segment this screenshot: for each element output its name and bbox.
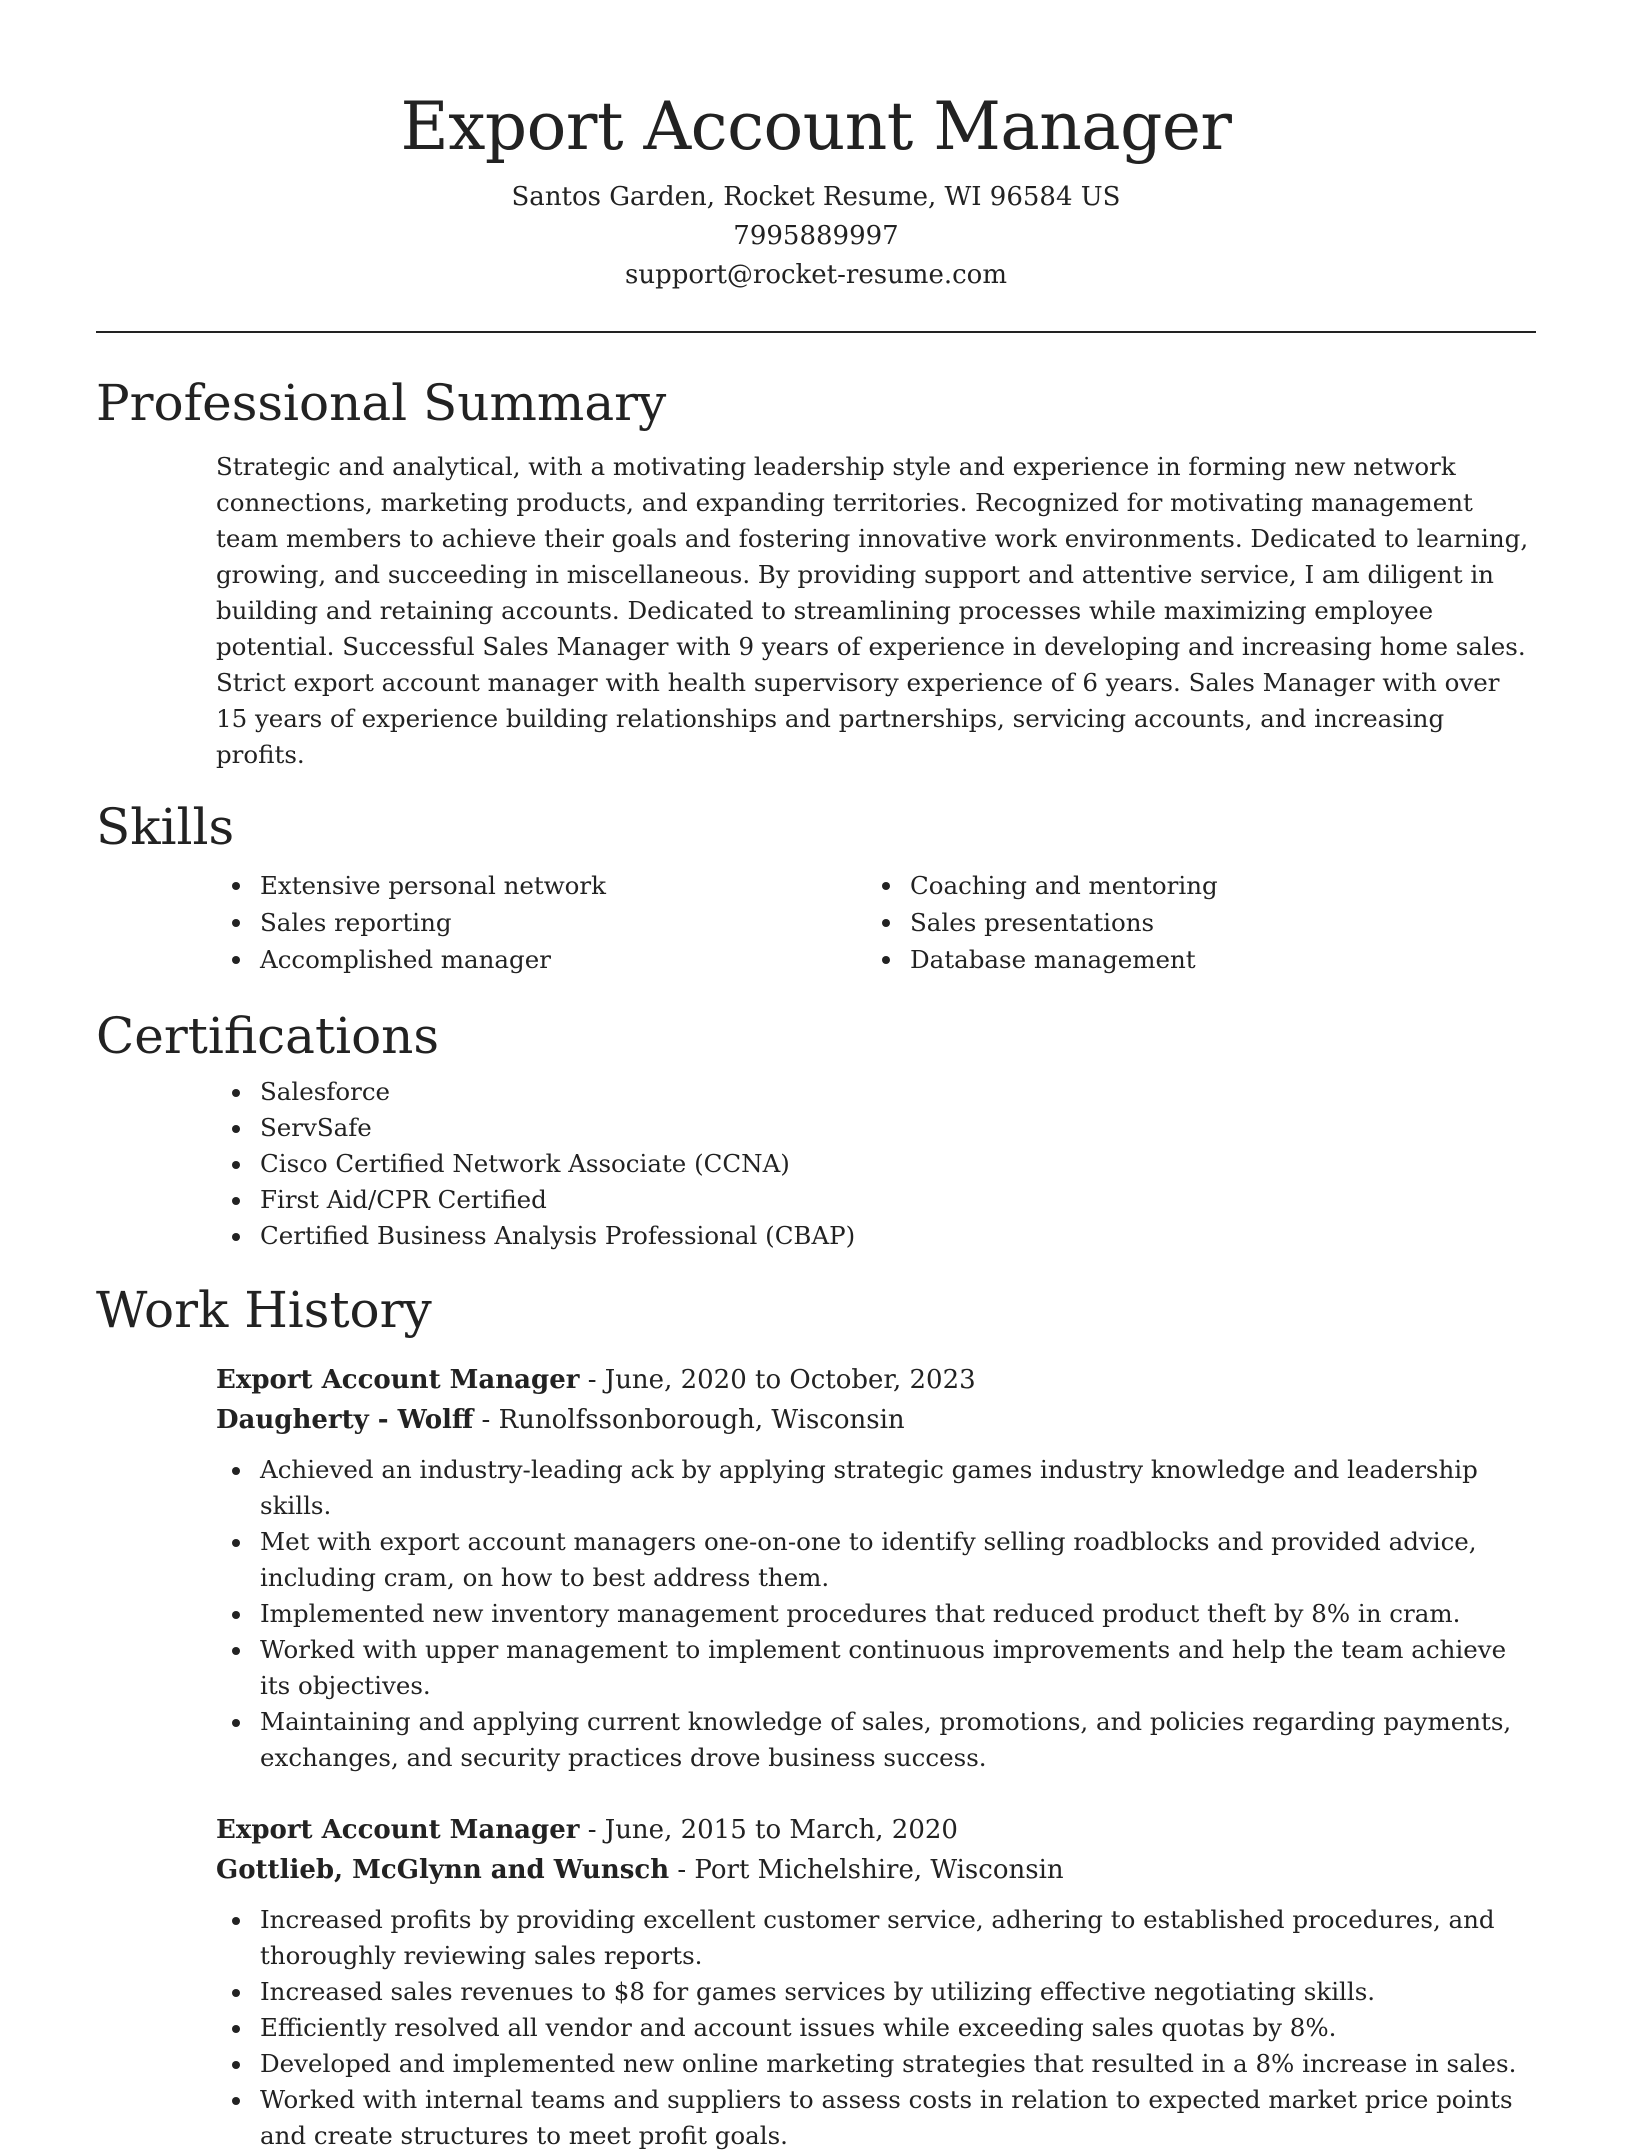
job-bullet: Worked with upper management to implement continuous improvements and help the team achieve its objectives. (216, 1632, 1536, 1704)
resume-header (96, 0, 1536, 295)
contact-phone: 7995889997 (733, 221, 899, 251)
certification-item: First Aid/CPR Certified (216, 1182, 1536, 1218)
skill-item: Extensive personal network (216, 867, 866, 904)
work-history-heading: Work History (96, 1281, 432, 1339)
job-bullet: Developed and implemented new online marketing strategies that resulted in a 8% increase in sales. (216, 2046, 1536, 2082)
certification-item: Cisco Certified Network Associate (CCNA) (216, 1146, 1536, 1182)
skill-item: Sales presentations (866, 904, 1516, 941)
job-entry (216, 1810, 1536, 2154)
job-company-line (216, 1850, 1536, 1890)
job-dates: - June, 2015 to March, 2020 (579, 1815, 958, 1845)
contact-address: Santos Garden, Rocket Resume, WI 96584 US (511, 182, 1121, 212)
skill-item: Sales reporting (216, 904, 866, 941)
job-entry (216, 1360, 1536, 1776)
job-bullet: Maintaining and applying current knowledge of sales, promotions, and policies regarding payments, exchanges, and security practices drove business success. (216, 1704, 1536, 1776)
certification-item: Salesforce (216, 1074, 1536, 1110)
certification-item: Certified Business Analysis Professional (CBAP) (216, 1218, 1536, 1254)
skills-column-right (866, 867, 1516, 978)
job-role: Export Account Manager (216, 1815, 580, 1845)
job-bullets (216, 1902, 1536, 2154)
job-bullet: Met with export account managers one-on-one to identify selling roadblocks and provided advice, including cram, on how to best address them. (216, 1524, 1536, 1596)
job-dates: - June, 2020 to October, 2023 (579, 1365, 976, 1395)
job-bullet: Increased profits by providing excellent customer service, adhering to established procedures, and thoroughly reviewing sales reports. (216, 1902, 1536, 1974)
job-company-line (216, 1400, 1536, 1440)
job-bullets (216, 1452, 1536, 1776)
certifications-heading: Certifications (96, 1007, 440, 1065)
skills-list (216, 867, 1536, 978)
contact-email: support@rocket-resume.com (624, 260, 1007, 290)
summary-text: Strategic and analytical, with a motivating leadership style and experience in forming new network connections, marketing products, and expanding territories. Recognized for motivating management team members to achieve their goals and fostering innovative work environments. Dedicated to learning, growing, and succeeding in miscellaneous. By providing support and attentive service, I am diligent in building and retaining accounts. Dedicated to streamlining processes while maximizing employee potential. Successful Sales Manager with 9 years of experience in developing and increasing home sales. Strict export account manager with health supervisory experience of 6 years. Sales Manager with over 15 years of experience building relationships and partnerships, servicing accounts, and increasing profits. (216, 452, 1529, 769)
job-title-line (216, 1360, 1536, 1400)
job-bullet: Increased sales revenues to $8 for games services by utilizing effective negotiating skills. (216, 1974, 1536, 2010)
job-location: - Port Michelshire, Wisconsin (669, 1855, 1064, 1885)
summary-heading: Professional Summary (96, 374, 667, 432)
job-bullet: Implemented new inventory management procedures that reduced product theft by 8% in cram. (216, 1596, 1536, 1632)
job-bullet: Efficiently resolved all vendor and account issues while exceeding sales quotas by 8%. (216, 2010, 1536, 2046)
certification-item: ServSafe (216, 1110, 1536, 1146)
skills-heading: Skills (96, 798, 235, 856)
contact-info (96, 178, 1536, 295)
job-role: Export Account Manager (216, 1365, 580, 1395)
job-title-line (216, 1810, 1536, 1850)
skills-column-left (216, 867, 866, 978)
resume-name: Export Account Manager (400, 88, 1232, 165)
header-divider (96, 331, 1536, 333)
job-bullet: Worked with internal teams and suppliers to assess costs in relation to expected market price points and create structures to meet profit goals. (216, 2082, 1536, 2154)
job-bullet: Achieved an industry-leading ack by applying strategic games industry knowledge and leadership skills. (216, 1452, 1536, 1524)
skill-item: Coaching and mentoring (866, 867, 1516, 904)
resume-page (96, 0, 1536, 2150)
skill-item: Database management (866, 941, 1516, 978)
job-company: Gottlieb, McGlynn and Wunsch (216, 1855, 670, 1885)
certifications-list (216, 1074, 1536, 1254)
skill-item: Accomplished manager (216, 941, 866, 978)
job-location: - Runolfssonborough, Wisconsin (473, 1405, 905, 1435)
job-company: Daugherty - Wolff (216, 1405, 474, 1435)
